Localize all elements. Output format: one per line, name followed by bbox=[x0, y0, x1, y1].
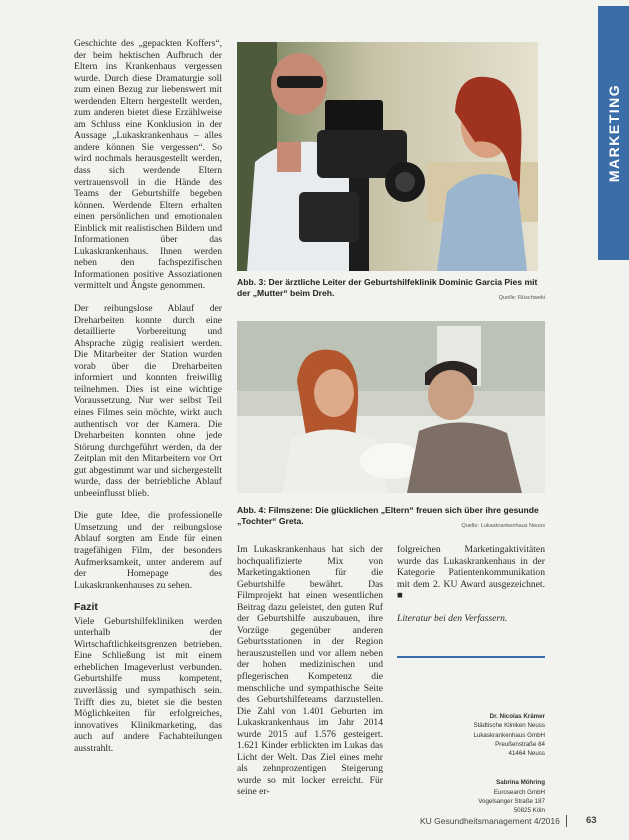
author-line: 50825 Köln bbox=[513, 807, 545, 815]
author-line: Lukaskrankenhaus GmbH bbox=[473, 731, 545, 739]
paragraph: Der reibungslose Ablauf der Dreharbeiten konnte durch eine detaillierte Vorbereitung und Absprache zügig realisiert werden. Die Mitarbeiter der Station wurden vorab über die Dreharbeiten informiert und konnten freiwillig teilnehmen. Dies ist eine wichtige Voraussetzung. Nur wer selbst Teil eines Filmes sein möchte, wirkt auch authentisch vor der Kamera. Die Dreharbeiten konnten ohne jede Störung durchgeführt werden, da der Zeitplan mit den Mitarbeitern vor Ort gut abgestimmt war und sichergestellt wurde, dass der betriebliche Ablauf unbeeinflusst blieb. bbox=[74, 303, 222, 499]
author-name: Sabrina Möhring bbox=[496, 779, 545, 787]
author-line: Eurosearch GmbH bbox=[493, 788, 545, 796]
paragraph: folgreichen Marketingaktivitäten wurde das Lukaskrankenhaus in der Kategorie Patientenkommunikation mit dem 2. KU Award ausgezeichnet. ■ bbox=[397, 544, 545, 602]
article-column-1 bbox=[74, 38, 222, 754]
article-column-2 bbox=[237, 544, 383, 798]
film-scene-image bbox=[237, 321, 545, 493]
paragraph: Geschichte des „gepackten Koffers“, der beim hektischen Aufbruch der Eltern ins Krankenhaus vergessen wurde. Durch diese Dramaturgie soll zum einen Bezug zur liebenswert mit werdenden Eltern hergestellt werden, zum anderen bietet diese Erzählweise am Schluss eine Konklusion in der Aussage „Lukaskrankenhaus – alles andere können Sie vergessen“. So wird nochmals herausgestellt werden, dass sich werdende Eltern vertrauensvoll in die Hände des Teams der Geburtshilfe begeben können. Werdende Eltern erhalten einen persönlichen und emotionalen Einblick mit realistischen Bildern und Informationen über das Lukaskrankenhaus. Ihnen werden neben den fachspezifischen Informationen positive Assoziationen vermittelt und Ängste genommen. bbox=[74, 38, 222, 292]
author-line: 41464 Neuss bbox=[508, 750, 545, 758]
figure-1-caption bbox=[237, 277, 545, 301]
photo-credit: Quelle: Lukaskrankenhaus Neuss bbox=[461, 523, 545, 529]
author-line: Städtische Kliniken Neuss bbox=[473, 722, 545, 730]
footer-separator bbox=[566, 815, 567, 827]
paragraph: Die gute Idee, die professionelle Umsetzung und der reibungslose Ablauf sorgten am Ende für einen tragefähigen Film, der besonders Aufmerksamkeit, unter anderem auf der Homepage des Lukaskrankenhauses zu sehen. bbox=[74, 510, 222, 591]
page-number: 63 bbox=[586, 815, 597, 826]
figure-parents-photo bbox=[237, 321, 545, 493]
figure-filming-photo bbox=[237, 42, 538, 271]
author-line: Vogelsanger Straße 187 bbox=[478, 798, 545, 806]
author-info bbox=[397, 712, 545, 816]
figure-2-caption bbox=[237, 505, 545, 529]
section-tab bbox=[598, 6, 629, 260]
author-name: Dr. Nicolas Krämer bbox=[489, 713, 545, 720]
caption-text: Abb. 3: Der ärztliche Leiter der Geburtshilfeklinik Dominic Garcia Pies mit der „Mutter“ beim Dreh. bbox=[237, 277, 538, 298]
footer-publication: KU Gesundheitsmanagement 4/2016 bbox=[420, 816, 560, 826]
author-line: Preußenstraße 84 bbox=[495, 740, 545, 748]
authors-divider bbox=[397, 656, 545, 658]
photo-credit: Quelle: Rüschweki bbox=[498, 295, 545, 301]
author-block bbox=[397, 778, 545, 815]
section-tab-label: MARKETING bbox=[605, 83, 622, 183]
article-column-3 bbox=[397, 544, 545, 624]
section-heading: Fazit bbox=[74, 601, 98, 614]
caption-text: Abb. 4: Filmszene: Die glücklichen „Eltern“ freuen sich über ihre gesunde „Tochter“ Greta. bbox=[237, 505, 539, 526]
paragraph: Im Lukaskrankenhaus hat sich der hochqualifizierte Mix von Marketingaktionen für die Geburtshilfe bewährt. Das Filmprojekt hat einen wesentlichen Beitrag dazu geleistet, den guten Ruf der Geburtshilfe auszubauen, ihre Vorzüge gegenüber anderen Geburtsstationen in der Region herauszustellen und vor allem neben der hohen medizinischen und pflegerischen Kompetenz die menschliche und sympathische Seite des Geburtshilfeteams darzustellen. Die Zahl von 1.401 Geburten im Lukaskrankenhaus im Jahr 2014 wurde 2015 auf 1.576 gesteigert. 1.621 Kinder erblickten im Lukas das Licht der Welt. Das Ziel eines mehr als zehnprozentigen Steigerung wurde so mit locker erreicht. Für seine er- bbox=[237, 544, 383, 798]
author-block bbox=[397, 712, 545, 758]
paragraph: Viele Geburtshilfekliniken werden unterhalb der Wirtschaftlichkeitsgrenzen betrieben. Eine Schließung ist mit einem erheblichen Imageverlust verbunden. Geburtshilfe muss kompetent, zuverlässig und sympathisch sein. Trifft dies zu, bietet sie die besten Möglichkeiten für erfolgreiches, innovatives Klinikmarketing, das auch auf andere Fachabteilungen ausstrahlt. bbox=[74, 615, 222, 754]
literature-note: Literatur bei den Verfassern. bbox=[397, 612, 508, 624]
film-crew-image bbox=[237, 42, 538, 271]
